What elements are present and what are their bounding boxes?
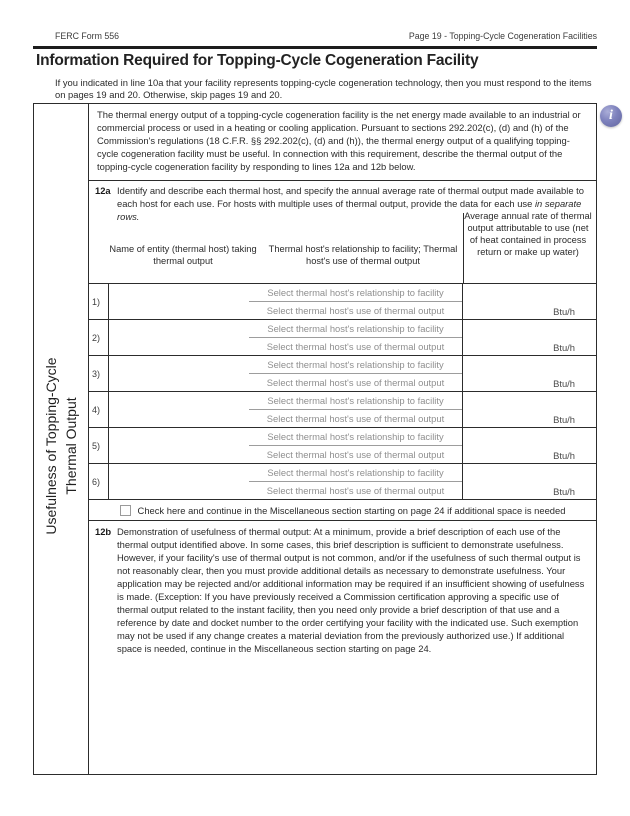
use-select[interactable]: Select thermal host's use of thermal output — [266, 376, 445, 388]
rate-cell — [462, 320, 596, 355]
line-12b-response-area[interactable] — [89, 656, 596, 774]
use-select[interactable]: Select thermal host's use of thermal output — [266, 340, 445, 352]
rate-unit: Btu/h — [553, 378, 575, 389]
topping-cycle-section-box — [33, 103, 597, 775]
section-intro-text: The thermal energy output of a topping-cycle cogeneration facility is the net energy made available to an industrial or commercial process or used in a heating or cooling application. Pursuant to sections 292.202(c), (d) and (h) of the Commission's regulations (18 C.F.R. §§ 292.202(c), (d) and (h)), the thermal energy output of a qualifying topping-cycle cogeneration facility must be useful. In connection with this requirement, describe the thermal output of the topping-cycle cogeneration facility by responding to lines 12a and 12b below. — [89, 104, 596, 181]
section-sidebar — [34, 104, 89, 774]
sidebar-label-line2: Thermal Output — [63, 397, 79, 495]
line-12b-number: 12b — [95, 526, 112, 537]
line-12b-instruction — [89, 521, 596, 656]
info-icon[interactable]: i — [600, 105, 622, 127]
table-row — [89, 320, 596, 356]
section-content — [89, 104, 596, 774]
row-number: 2) — [89, 320, 109, 355]
table-row — [89, 464, 596, 500]
row-number: 6) — [89, 464, 109, 499]
row-number: 1) — [89, 284, 109, 319]
entity-name-input[interactable] — [109, 428, 249, 463]
row-number: 5) — [89, 428, 109, 463]
rate-cell — [462, 284, 596, 319]
table-row — [89, 428, 596, 464]
entity-name-input[interactable] — [109, 356, 249, 391]
rate-input[interactable] — [465, 358, 552, 389]
page-title: Information Required for Topping-Cycle Cogeneration Facility — [36, 52, 479, 69]
thermal-host-table — [89, 284, 596, 500]
entity-name-input[interactable] — [109, 392, 249, 427]
rate-unit: Btu/h — [553, 486, 575, 497]
line-12a-text: Identify and describe each thermal host, and specify the annual average rate of thermal output made available to each host for each use. For hosts with multiple uses of thermal output, provide the data for each use — [117, 185, 584, 209]
rate-cell — [462, 428, 596, 463]
entity-name-input[interactable] — [109, 464, 249, 499]
relationship-select[interactable]: Select thermal host's relationship to facility — [249, 428, 462, 446]
rate-input[interactable] — [465, 430, 552, 461]
relationship-select[interactable]: Select thermal host's relationship to facility — [249, 392, 462, 410]
rate-unit: Btu/h — [553, 450, 575, 461]
relationship-select[interactable]: Select thermal host's relationship to facility — [249, 320, 462, 338]
rate-unit: Btu/h — [553, 306, 575, 317]
row-number: 4) — [89, 392, 109, 427]
column-header-relationship: Thermal host's relationship to facility; Thermal host's use of thermal output — [268, 244, 458, 266]
table-row — [89, 284, 596, 320]
line-12a-text-italic: in separate rows. — [117, 197, 582, 222]
form-number-label: FERC Form 556 — [55, 31, 120, 41]
rate-unit: Btu/h — [553, 342, 575, 353]
relationship-select[interactable]: Select thermal host's relationship to facility — [249, 356, 462, 374]
page-instructions: If you indicated in line 10a that your facility represents topping-cycle cogeneration technology, then you must respond to the items on pages 19 and 20. Otherwise, skip pages 19 and 20. — [55, 77, 592, 101]
additional-space-row — [89, 500, 596, 521]
use-select[interactable]: Select thermal host's use of thermal output — [266, 304, 445, 316]
table-row — [89, 356, 596, 392]
relationship-select[interactable]: Select thermal host's relationship to facility — [249, 284, 462, 302]
sidebar-label-line1: Usefulness of Topping-Cycle — [43, 357, 59, 535]
line-12a-number: 12a — [95, 185, 111, 196]
page-number-label: Page 19 - Topping-Cycle Cogeneration Facilities — [408, 31, 597, 41]
relationship-select[interactable]: Select thermal host's relationship to facility — [249, 464, 462, 482]
rate-input[interactable] — [465, 286, 552, 317]
use-select[interactable]: Select thermal host's use of thermal output — [266, 484, 445, 496]
rate-input[interactable] — [465, 394, 552, 425]
column-header-rate: Average annual rate of thermal output attributable to use (net of heat contained in process return or make up water) — [464, 211, 592, 257]
rate-unit: Btu/h — [553, 414, 575, 425]
use-select[interactable]: Select thermal host's use of thermal output — [266, 412, 445, 424]
table-row — [89, 392, 596, 428]
header-rule — [33, 46, 597, 49]
rate-cell — [462, 392, 596, 427]
line-12a-block — [89, 181, 596, 284]
entity-name-input[interactable] — [109, 320, 249, 355]
rate-input[interactable] — [465, 322, 552, 353]
entity-name-input[interactable] — [109, 284, 249, 319]
column-header-entity: Name of entity (thermal host) taking thermal output — [109, 244, 257, 266]
rate-input[interactable] — [465, 466, 552, 497]
line-12b-block — [89, 521, 596, 774]
row-number: 3) — [89, 356, 109, 391]
line-12b-text: Demonstration of usefulness of thermal output: At a minimum, provide a brief description of each use of the thermal output identified above. In some cases, this brief description is sufficient to demonstrate usefulness. However, if your facility's use of thermal output is not common, and/or if the usefulness of such thermal output is not reasonably clear, then you must provide additional details as necessary to demonstrate usefulness. Your application may be rejected and/or additional information may be required if an insufficient showing of usefulness is made. (Exception: If you have previously received a Commission certification approving a specific use of thermal output related to the instant facility, then you need only provide a brief description of that use and a reference by date and docket number to the order certifying your facility with the indicated use. Such exemption may not be used if any change creates a material deviation from the previously authorized use.) If additional space is needed, continue in the Miscellaneous section starting on page 24. — [117, 526, 585, 654]
rate-cell — [462, 356, 596, 391]
use-select[interactable]: Select thermal host's use of thermal output — [266, 448, 445, 460]
section-sidebar-label — [41, 357, 81, 534]
rate-cell — [462, 464, 596, 499]
additional-space-checkbox[interactable] — [120, 505, 131, 516]
additional-space-label: Check here and continue in the Miscellaneous section starting on page 24 if additional space is needed — [137, 504, 566, 516]
